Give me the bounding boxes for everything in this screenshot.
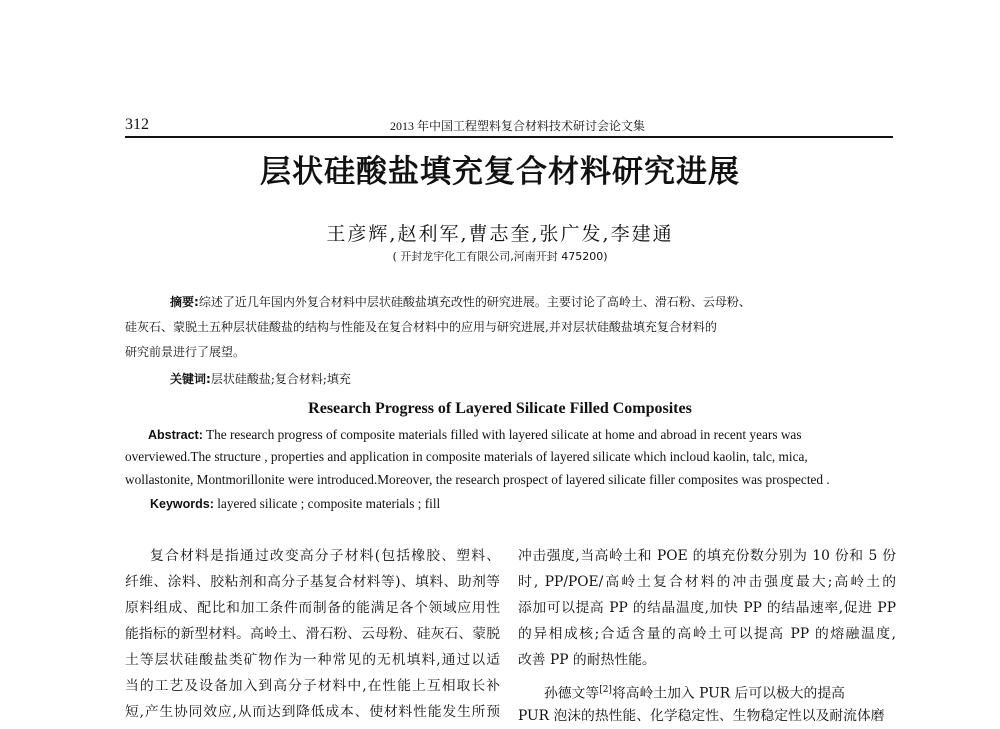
english-keywords xyxy=(150,496,925,512)
body-left-column xyxy=(125,543,500,728)
keywords-cn-text: 层状硅酸盐;复合材料;填充 xyxy=(210,372,351,386)
body-line: 能指标的新型材料。高岭土、滑石粉、云母粉、硅灰石、蒙脱 xyxy=(125,626,500,642)
header-rule xyxy=(125,136,893,138)
body-line: 改善 PP 的耐热性能。 xyxy=(518,652,656,668)
abstract-en-line xyxy=(148,427,802,443)
authors: 王彦辉,赵利军,曹志奎,张广发,李建通 xyxy=(326,223,674,245)
chinese-abstract xyxy=(125,290,895,370)
body-line: 原料组成、配比和加工条件而制备的能满足各个领域应用性 xyxy=(125,600,500,616)
abstract-en-line: wollastonite, Montmorillonite were introduced.Moreover, the research prospect of layered silicate filler composites was prospected . xyxy=(125,472,830,487)
abstract-cn-line xyxy=(170,290,751,314)
body-text: 将高岭土加入 PUR 后可以极大的提高 xyxy=(611,685,845,702)
abstract-en-label: Abstract: xyxy=(148,428,203,442)
body-line: 土等层状硅酸盐类矿物作为一种常见的无机填料,通过以适 xyxy=(125,652,500,668)
body-line: 添加可以提高 PP 的结晶温度,加快 PP 的结晶速率,促进 PP xyxy=(518,600,896,616)
abstract-en-line: overviewed.The structure , properties and application in composite materials of layered silicate which incloud kaolin, talc, mica, xyxy=(125,449,808,464)
keywords-en-text: layered silicate ; composite materials ; fill xyxy=(213,496,441,511)
abstract-cn-line: 研究前景进行了展望。 xyxy=(125,345,246,359)
abstract-cn-line: 硅灰石、蒙脱土五种层状硅酸盐的结构与性能及在复合材料中的应用与研究进展,并对层状硅酸盐填充复合材料的 xyxy=(125,320,717,334)
page-number: 312 xyxy=(125,116,149,133)
body-line: 时, PP/POE/高岭土复合材料的冲击强度最大;高岭土的 xyxy=(518,574,896,590)
abstract-cn-label: 摘要: xyxy=(170,295,199,309)
affiliation: ( 开封龙宇化工有限公司,河南开封 475200) xyxy=(392,250,608,263)
keywords-en-label: Keywords: xyxy=(150,497,214,511)
chinese-title: 层状硅酸盐填充复合材料研究进展 xyxy=(260,154,740,190)
abstract-cn-text: 综述了近几年国内外复合材料中层状硅酸盐填充改性的研究进展。主要讨论了高岭土、滑石粉、云母粉、 xyxy=(198,295,751,309)
running-header: 2013 年中国工程塑料复合材料技术研讨会论文集 xyxy=(390,119,646,133)
english-title: Research Progress of Layered Silicate Filled Composites xyxy=(308,400,692,417)
body-line: 当的工艺及设备加入到高分子材料中,在性能上互相取长补 xyxy=(125,678,500,694)
citation-author: 孙德文等 xyxy=(544,685,600,702)
body-right-column xyxy=(518,543,896,728)
body-line: 的异相成核;合适含量的高岭土可以提高 PP 的熔融温度, xyxy=(518,626,896,642)
chinese-keywords xyxy=(170,367,940,391)
english-abstract xyxy=(125,427,900,507)
abstract-en-text: The research progress of composite materials filled with layered silicate at home and abroad in recent years was xyxy=(202,427,802,442)
body-line: 冲击强度,当高岭土和 POE 的填充份数分别为 10 份和 5 份 xyxy=(518,548,896,564)
body-line: 短,产生协同效应,从而达到降低成本、使材料性能发生所预 xyxy=(125,704,500,720)
citation-ref: [2] xyxy=(599,685,612,695)
body-line: PUR 泡沫的热性能、化学稳定性、生物稳定性以及耐流体磨 xyxy=(518,708,885,724)
keywords-cn-label: 关键词: xyxy=(170,372,211,386)
body-line: 复合材料是指通过改变高分子材料(包括橡胶、塑料、 xyxy=(150,548,500,564)
body-line: 纤维、涂料、胶粘剂和高分子基复合材料等)、填料、助剂等 xyxy=(125,574,500,590)
